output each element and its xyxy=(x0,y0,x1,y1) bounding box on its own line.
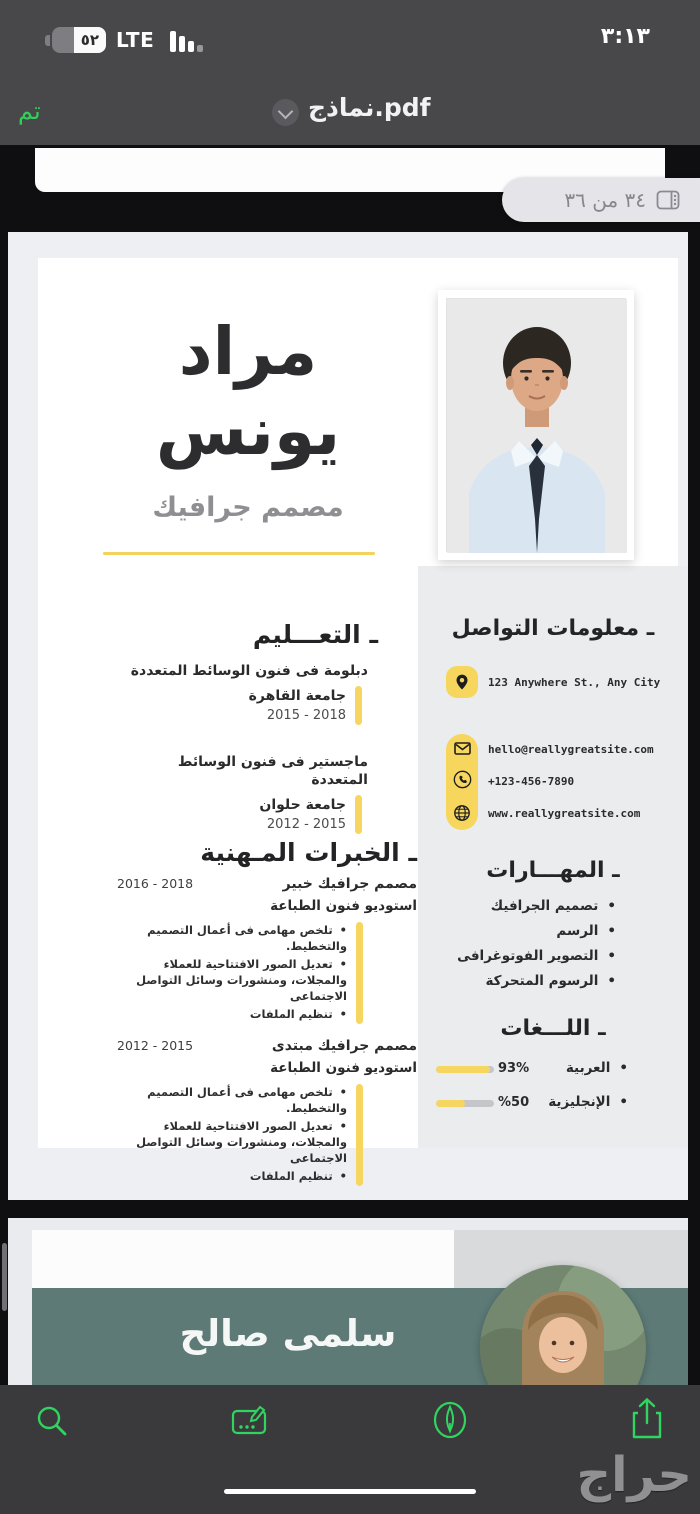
education-heading: ـ التعـــليم xyxy=(252,620,378,649)
search-icon[interactable] xyxy=(34,1403,70,1439)
language-row xyxy=(418,1054,688,1088)
pdf-scroll-area[interactable] xyxy=(0,145,700,1385)
contact-address-row xyxy=(418,666,688,698)
haraj-watermark: حراج xyxy=(576,1447,692,1503)
experience-title: مصمم جرافيك خبير xyxy=(282,876,417,892)
contact-email: hello@reallygreatsite.com xyxy=(488,743,654,756)
envelope-icon xyxy=(454,742,471,755)
experience-bullet: • تلخص مهامى فى أعمال التصميم والتخطيط. xyxy=(117,1084,347,1116)
skills-list xyxy=(418,894,688,994)
experience-bullet: • تعديل الصور الافتتاحية للعملاء والمجلات، ومنشورات وسائل التواصل الاجتماعى xyxy=(117,1118,347,1166)
page-number-badge[interactable] xyxy=(502,178,700,222)
cv-sidebar-panel xyxy=(418,566,688,1148)
language-percent: %50 xyxy=(498,1095,530,1110)
globe-icon xyxy=(453,804,471,822)
experience-bullets xyxy=(117,922,417,1024)
education-school: جامعة القاهرة xyxy=(248,688,346,704)
status-time: ٣:١٣ xyxy=(600,24,650,49)
cv-last-name: يونس xyxy=(155,393,341,470)
scroll-indicator[interactable] xyxy=(2,1243,7,1311)
next-page-name: سلمى صالح xyxy=(179,1312,397,1355)
language-name: • الإنجليزية xyxy=(548,1094,628,1110)
experience-company: استوديو فنون الطباعة xyxy=(270,898,417,914)
experience-company: استوديو فنون الطباعة xyxy=(270,1060,417,1076)
cv-first-name: مراد xyxy=(178,313,318,390)
experience-dates: 2016 - 2018 xyxy=(117,876,194,891)
experience-entry-header xyxy=(117,1038,417,1054)
cv-job-title: مصمم جرافيك xyxy=(152,492,344,523)
education-entry xyxy=(118,686,378,725)
education-dates: 2012 - 2015 xyxy=(266,817,346,832)
share-icon[interactable] xyxy=(628,1397,666,1441)
skill-item: • الرسوم المتحركة xyxy=(418,969,688,994)
skill-item: • تصميم الجرافيك xyxy=(418,894,688,919)
language-row xyxy=(418,1088,688,1122)
experience-section xyxy=(117,836,417,1186)
status-and-nav-bar xyxy=(0,0,700,145)
phone-icon xyxy=(453,770,472,789)
education-entry xyxy=(118,795,378,834)
skill-item: • الرسم xyxy=(418,919,688,944)
cv-name-block xyxy=(78,312,418,523)
next-page-header-strip xyxy=(32,1230,454,1288)
experience-entry-header xyxy=(117,876,417,892)
contact-heading: ـ معلومات التواصل xyxy=(451,616,655,641)
pdf-page-34 xyxy=(8,232,688,1200)
signature-pen-icon[interactable] xyxy=(430,1399,470,1441)
contact-website: www.reallygreatsite.com xyxy=(488,807,641,820)
experience-bullet: • تلخص مهامى فى أعمال التصميم والتخطيط. xyxy=(117,922,347,954)
markup-icon[interactable] xyxy=(230,1403,272,1439)
experience-dates: 2012 - 2015 xyxy=(117,1038,194,1053)
chevron-down-icon[interactable] xyxy=(272,99,299,126)
accent-bar xyxy=(356,1084,363,1186)
network-type-label: LTE xyxy=(116,28,155,52)
profile-photo xyxy=(446,298,626,552)
languages-list xyxy=(418,1054,688,1122)
education-degree: دبلومة فى فنون الوسائط المتعددة xyxy=(130,663,368,679)
experience-bullet: • تعديل الصور الافتتاحية للعملاء والمجلات، ومنشورات وسائل التواصل الاجتماعى xyxy=(117,956,347,1004)
education-school: جامعة حلوان xyxy=(259,797,346,813)
language-percent: 93% xyxy=(498,1061,530,1076)
battery-icon xyxy=(52,27,106,53)
battery-cap xyxy=(45,35,50,46)
contact-phone: +123-456-7890 xyxy=(488,775,575,788)
document-title[interactable]: نماذج.pdf xyxy=(308,93,431,122)
accent-bar xyxy=(355,795,362,834)
skills-heading: ـ المهـــارات xyxy=(486,858,620,883)
profile-photo-frame xyxy=(438,290,634,560)
languages-heading: ـ اللـــغات xyxy=(500,1016,606,1041)
language-progress-bar xyxy=(436,1100,494,1107)
contact-links-block xyxy=(418,734,688,830)
experience-bullet: • تنظيم الملفات xyxy=(117,1006,347,1022)
accent-bar xyxy=(356,922,363,1024)
language-name: • العربية xyxy=(566,1060,628,1076)
education-dates: 2015 - 2018 xyxy=(266,708,346,723)
education-section xyxy=(118,618,378,834)
experience-heading: ـ الخبرات المـهنية xyxy=(200,838,417,867)
experience-bullets xyxy=(117,1084,417,1186)
skill-item: • التصوير الفوتوغرافى xyxy=(418,944,688,969)
home-indicator[interactable] xyxy=(224,1489,476,1494)
pdf-page-35-preview xyxy=(8,1218,688,1385)
location-pin-icon xyxy=(446,666,478,698)
education-degree: ماجستير فى فنون الوسائط المتعددة xyxy=(177,754,368,788)
battery-percent: ٥٢ xyxy=(80,31,99,49)
page-thumbnails-icon xyxy=(656,190,680,210)
done-button[interactable]: تم xyxy=(18,97,41,125)
bottom-toolbar xyxy=(0,1385,700,1514)
signal-bars-icon xyxy=(170,30,210,52)
accent-bar xyxy=(355,686,362,725)
accent-underline xyxy=(103,552,375,555)
language-progress-bar xyxy=(436,1066,494,1073)
contact-address: 123 Anywhere St., Any City xyxy=(488,675,661,689)
experience-title: مصمم جرافيك مبتدى xyxy=(271,1038,417,1054)
experience-bullet: • تنظيم الملفات xyxy=(117,1168,347,1184)
page-number-text: ٣٤ من ٣٦ xyxy=(564,188,646,212)
